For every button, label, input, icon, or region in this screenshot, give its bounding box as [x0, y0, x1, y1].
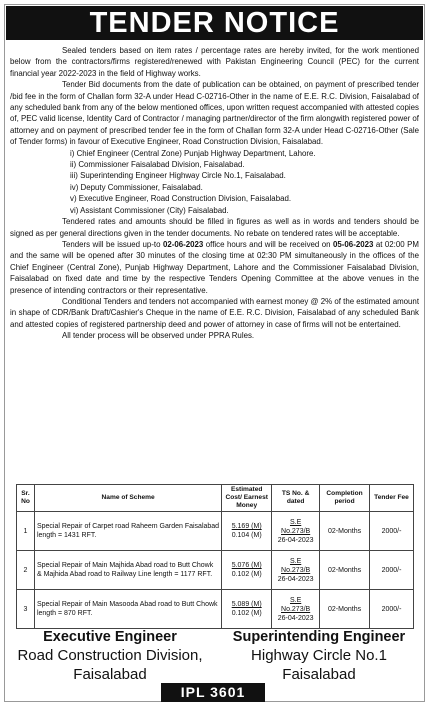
- header-scheme: Name of Scheme: [34, 485, 221, 512]
- issue-date: 02-06-2023: [162, 239, 204, 249]
- header-period: Completion period: [320, 485, 370, 512]
- rates-paragraph: Tendered rates and amounts should be filled in figures as well as in words and tenders should be signed as per general directions given in the tender documents. No rebate on tendered rates will be acceptable.: [10, 217, 419, 238]
- page-title: TENDER NOTICE: [6, 6, 423, 40]
- list-item: i) Chief Engineer (Central Zone) Punjab Highway Department, Lahore.: [70, 148, 316, 158]
- schedule-paragraph: Tenders will be issued up-to 02-06-2023 office hours and will be received on 05-06-2023 at 02:00 PM and the same will be opened after 30 minutes of the closing time at 02:30 PM simultaneously in the offices of the Chief Engineer (Central Zone), Punjab Highway Department, Lahore and the Commissioner Faisalabad Division, Faisalabad on fixed date and time by the respective Tenders Opening Committee at the above venues in the presence of intending contractors or their representative.: [10, 239, 419, 295]
- table-row: 2 Special Repair of Main Majhida Abad road to Butt Chowk & Majhida Abad road to Railway Line length = 1177 RFT. 5.076 (M) 0.102 (M) S.E No.273/B 26-04-2023 02-Months 2000/-: [17, 551, 414, 590]
- header-fee: Tender Fee: [370, 485, 414, 512]
- header-sr: Sr. No: [17, 485, 35, 512]
- header-cost: Estimated Cost/ Earnest Money: [222, 485, 272, 512]
- header-ts: TS No. & dated: [272, 485, 320, 512]
- bid-documents-paragraph: Tender Bid documents from the date of publication can be obtained, on payment of prescribed tender /bid fee in the form of Challan form 32-A under Head C-02716-Other in the name of E.E. R.C. Division, Faisalabad of any scheduled bank from any of the below mentioned offices, upon written request accompanied with attested copies of, PEC valid license, Identity Card of Contractor / managing partner/director of the firm alongwith registered power of attorney and on payment of prescribed tender fee in the form of Challan form 32-A under Head C-02716-Other (Sale of Tender forms) in favour of Executive Engineer, Road Construction Division, Faisalabad.: [10, 80, 419, 147]
- conditions-paragraph: Conditional Tenders and tenders not accompanied with earnest money @ 2% of the estimated amount in shape of CDR/Bank Draft/Cashier's Cheque in the name of E.E. R.C. Division, Faisalabad of any scheduled Bank and attested copies of registered partnership deed and power of attorney in case of firms will not be entertained.: [10, 296, 420, 329]
- list-item: vi) Assistant Commissioner (City) Faisalabad.: [70, 205, 229, 215]
- schemes-table: [16, 484, 414, 629]
- notice-body: [10, 45, 419, 342]
- table-header-row: [17, 485, 414, 512]
- ppra-paragraph: All tender process will be observed under PPRA Rules.: [62, 331, 255, 341]
- ipl-number-badge: IPL 3601: [161, 683, 265, 702]
- table-row: 1 Special Repair of Carpet road Raheem Garden Faisalabad length = 1431 RFT. 5.169 (M) 0.104 (M) S.E No.273/B 26-04-2023 02-Months 2000/-: [17, 512, 414, 551]
- list-item: iv) Deputy Commissioner, Faisalabad.: [70, 182, 203, 192]
- offices-list: [10, 148, 419, 216]
- table-row: 3 Special Repair of Main Masooda Abad road to Butt Chowk length = 870 RFT. 5.089 (M) 0.102 (M) S.E No.273/B 26-04-2023 02-Months 2000/-: [17, 590, 414, 629]
- signature-executive-engineer: Executive Engineer Road Construction Division, Faisalabad: [17, 629, 203, 683]
- list-item: v) Executive Engineer, Road Construction Division, Faisalabad.: [70, 194, 292, 204]
- signature-superintending-engineer: Superintending Engineer Highway Circle No.1 Faisalabad: [232, 629, 406, 683]
- list-item: iii) Superintending Engineer Highway Circle No.1, Faisalabad.: [70, 171, 286, 181]
- receive-date: 05-06-2023: [333, 239, 374, 249]
- list-item: ii) Commissioner Faisalabad Division, Faisalabad.: [70, 160, 245, 170]
- intro-paragraph: Sealed tenders based on item rates / percentage rates are hereby invited, for the work mentioned below from the contractors/firms registered/renewed with Pakistan Engineering Council (PEC) for the current financial year 2022-2023 in the field of Highway works.: [10, 46, 419, 78]
